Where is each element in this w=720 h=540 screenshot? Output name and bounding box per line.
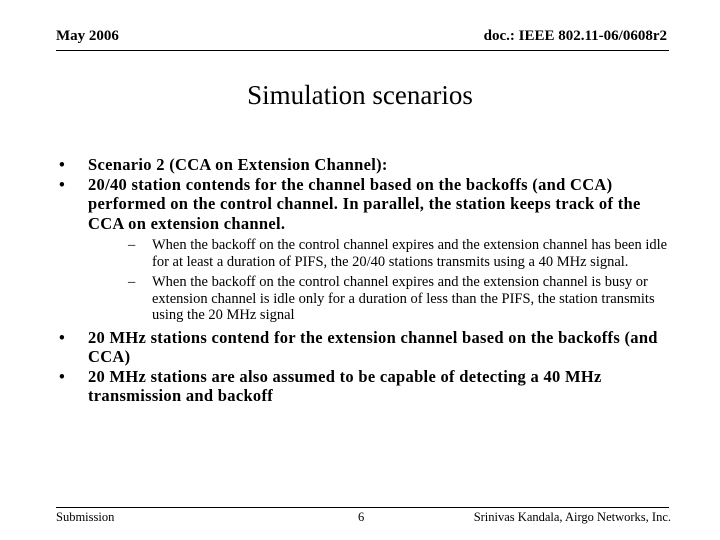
footer-divider (56, 507, 669, 508)
bullet-item (56, 175, 676, 324)
bullet-text: 20/40 station contends for the channel based on the backoffs (and CCA) performed on the control channel. In parallel, the station keeps track of the CCA on extension channel. (88, 174, 641, 233)
page-number: 6 (358, 510, 365, 524)
bullet-marker: • (59, 174, 66, 194)
header-date: May 2006 (56, 28, 119, 44)
bullet-list (56, 155, 676, 406)
sub-bullet-list (88, 237, 676, 324)
sub-bullet-marker: – (128, 274, 136, 290)
bullet-text: 20 MHz stations contend for the extension channel based on the backoffs (and CCA) (88, 327, 658, 366)
bullet-marker: • (59, 366, 66, 386)
bullet-marker: • (59, 327, 66, 347)
bullet-item (56, 328, 676, 367)
header-divider (56, 50, 669, 51)
footer-author: Srinivas Kandala, Airgo Networks, Inc. (473, 510, 671, 524)
bullet-text: 20 MHz stations are also assumed to be capable of detecting a 40 MHz transmission and backoff (88, 366, 602, 405)
header-doc-id: doc.: IEEE 802.11-06/0608r2 (483, 28, 667, 44)
bullet-item (56, 367, 676, 406)
sub-bullet-marker: – (128, 237, 136, 253)
bullet-item (56, 155, 676, 175)
bullet-marker: • (59, 155, 66, 174)
sub-bullet-item (88, 274, 676, 324)
sub-bullet-text: When the backoff on the control channel expires and the extension channel has been idle for at least a duration of PIFS, the 20/40 stations transmits using a 40 MHz signal. (152, 237, 668, 270)
sub-bullet-item (88, 237, 676, 270)
bullet-text: Scenario 2 (CCA on Extension Channel): (88, 155, 388, 174)
sub-bullet-text: When the backoff on the control channel expires and the extension channel is busy or extension channel is idle only for a duration of less than the PIFS, the station transmits using the 20 MHz signal (152, 274, 655, 323)
footer-submission: Submission (56, 510, 115, 524)
slide-title: Simulation scenarios (247, 80, 473, 110)
